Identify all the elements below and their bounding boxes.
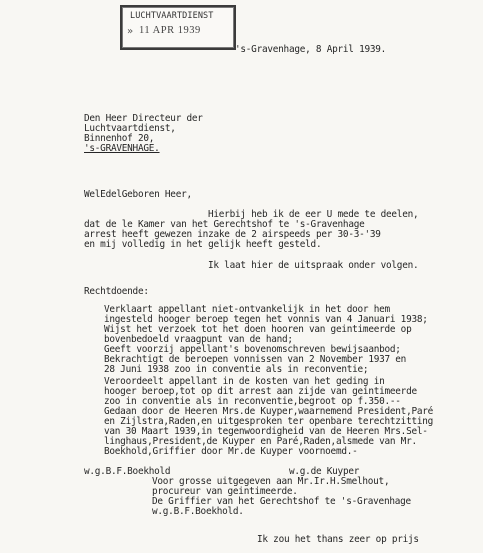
closing-line: Ik zou het thans zeer op prijs [257,534,419,545]
ruling-line-4: bovenbedoeld vraagpunt van de hand; [104,334,293,345]
ruling-line-8: Veroordeelt appellant in de kosten van het geding in [104,376,385,387]
ruling-line-15: Boekhold,Griffier door Mr.de Kuyper voornoemd.- [104,446,358,457]
signature-right: w.g.de Kuyper [289,466,360,477]
stamp-mark: » [127,26,134,37]
stamp-date: 11 APR 1939 [139,25,201,36]
ruling-line-1: Verklaart appellant niet-ontvankelijk in het door hem [104,304,390,315]
ruling-line-9: hooger beroep,tot op dit arrest aan zijde van geintimeerde [104,386,417,397]
grosse-line-4: w.g.B.F.Boekhold. [152,506,244,517]
salutation: WelEdelGeboren Heer, [84,189,192,200]
grosse-line-3: De Griffier van het Gerechtshof te 's-Gravenhage [152,496,411,507]
date-line: 's-Gravenhage, 8 April 1939. [235,44,387,55]
body-paragraph-1-line-1: Hierbij heb ik de eer U mede te deelen, [208,209,419,220]
grosse-line-2: procureur van geintimeerde. [152,486,298,497]
stamp-agency-label: LUCHTVAARTDIENST [130,11,214,21]
body-paragraph-1-line-3: arrest heeft gewezen inzake de 2 airspeeds per 30-3-'39 [84,229,381,240]
signature-left: w.g.B.F.Boekhold [84,466,171,477]
ruling-heading: Rechtdoende: [84,286,149,297]
ruling-line-13: van 30 Maart 1939,in tegenwoordigheid van de Heeren Mrs.Sel- [104,426,428,437]
body-paragraph-1-line-2: dat de le Kamer van het Gerechtshof te 's-Gravenhage [84,219,365,230]
ruling-line-10: zoo in conventie als in reconventie,begroot op f.350.-- [104,396,401,407]
address-line-2: Luchtvaartdienst, [84,123,176,134]
ruling-line-14: linghaus,President,de Kuyper en Paré,Raden,alsmede van Mr. [104,436,417,447]
address-line-3: Binnenhof 20, [84,133,155,144]
ruling-line-2: ingesteld hooger beroep tegen het vonnis van 4 Januari 1938; [104,314,428,325]
address-line-1: Den Heer Directeur der [84,113,203,124]
address-line-4: 's-GRAVENHAGE. [84,143,160,154]
ruling-line-6: Bekrachtigt de beroepen vonnissen van 2 November 1937 en [104,354,407,365]
grosse-line-1: Voor grosse uitgegeven aan Mr.Ir.H.Smelhout, [152,476,390,487]
body-paragraph-1-line-4: en mij volledig in het gelijk heeft gesteld. [84,239,322,250]
ruling-line-5: Geeft voorzij appellant's bovenomschreven bewijsaanbod; [104,344,401,355]
ruling-line-11: Gedaan door de Heeren Mrs.de Kuyper,waarnemend President,Paré [104,406,434,417]
body-paragraph-2: Ik laat hier de uitspraak onder volgen. [208,260,419,271]
ruling-line-12: en Zijlstra,Raden,en uitgesproken ter openbare terechtzitting [104,416,434,427]
received-stamp [120,5,236,50]
ruling-line-3: Wijst het verzoek tot het doen hooren van geintimeerde op [104,324,412,335]
ruling-line-7: 28 Juni 1938 zoo in conventie als in reconventie; [104,364,369,375]
